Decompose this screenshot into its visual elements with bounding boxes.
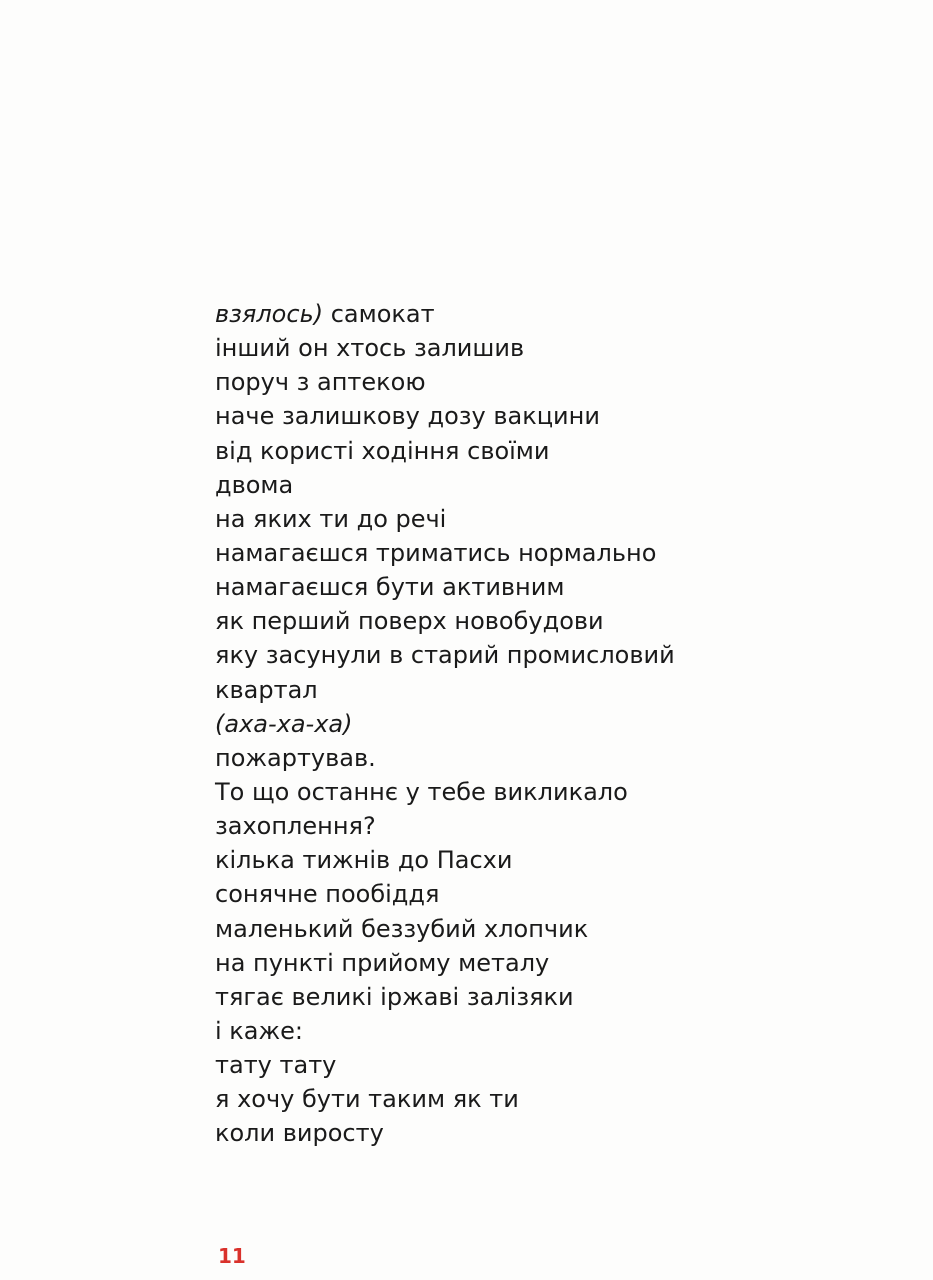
poem-line: поруч з аптекою	[215, 368, 426, 397]
poem-line: маленький беззубий хлопчик	[215, 914, 589, 943]
poem-line: інший он хтось залишив	[215, 334, 525, 363]
poem-line-rest: самокат	[323, 300, 435, 328]
poem-line: квартал	[215, 675, 318, 704]
poem-text	[215, 297, 875, 1151]
poem-line: сонячне пообіддя	[215, 880, 440, 909]
poem-line	[215, 297, 875, 331]
poem-line: на яких ти до речі	[215, 504, 447, 533]
poem-line: я хочу бути таким як ти	[215, 1085, 519, 1114]
poem-italic-line: (аха-ха-ха)	[215, 709, 353, 738]
poem-line: захоплення?	[215, 812, 376, 841]
poem-line: як перший поверх новобудови	[215, 607, 604, 636]
poem-line: намагаєшся триматись нормально	[215, 538, 657, 567]
poem-line: і каже:	[215, 1016, 303, 1045]
poem-line: То що останнє у тебе викликало	[215, 777, 628, 806]
poem-line: тягає великі іржаві залізяки	[215, 982, 574, 1011]
poem-line: пожартував.	[215, 743, 376, 772]
page-number: 11	[218, 1244, 246, 1268]
poem-line: від користі ходіння своїми	[215, 436, 550, 465]
poem-italic-fragment: взялось)	[215, 300, 324, 328]
poem-line: наче залишкову дозу вакцини	[215, 402, 600, 431]
poem-line: тату тату	[215, 1051, 337, 1080]
poem-line: коли виросту	[215, 1119, 384, 1148]
poem-line: яку засунули в старий промисловий	[215, 641, 675, 670]
poem-line: кілька тижнів до Пасхи	[215, 846, 513, 875]
poem-line: намагаєшся бути активним	[215, 573, 565, 602]
poem-line: двома	[215, 470, 294, 499]
poem-line: на пункті прийому металу	[215, 948, 550, 977]
